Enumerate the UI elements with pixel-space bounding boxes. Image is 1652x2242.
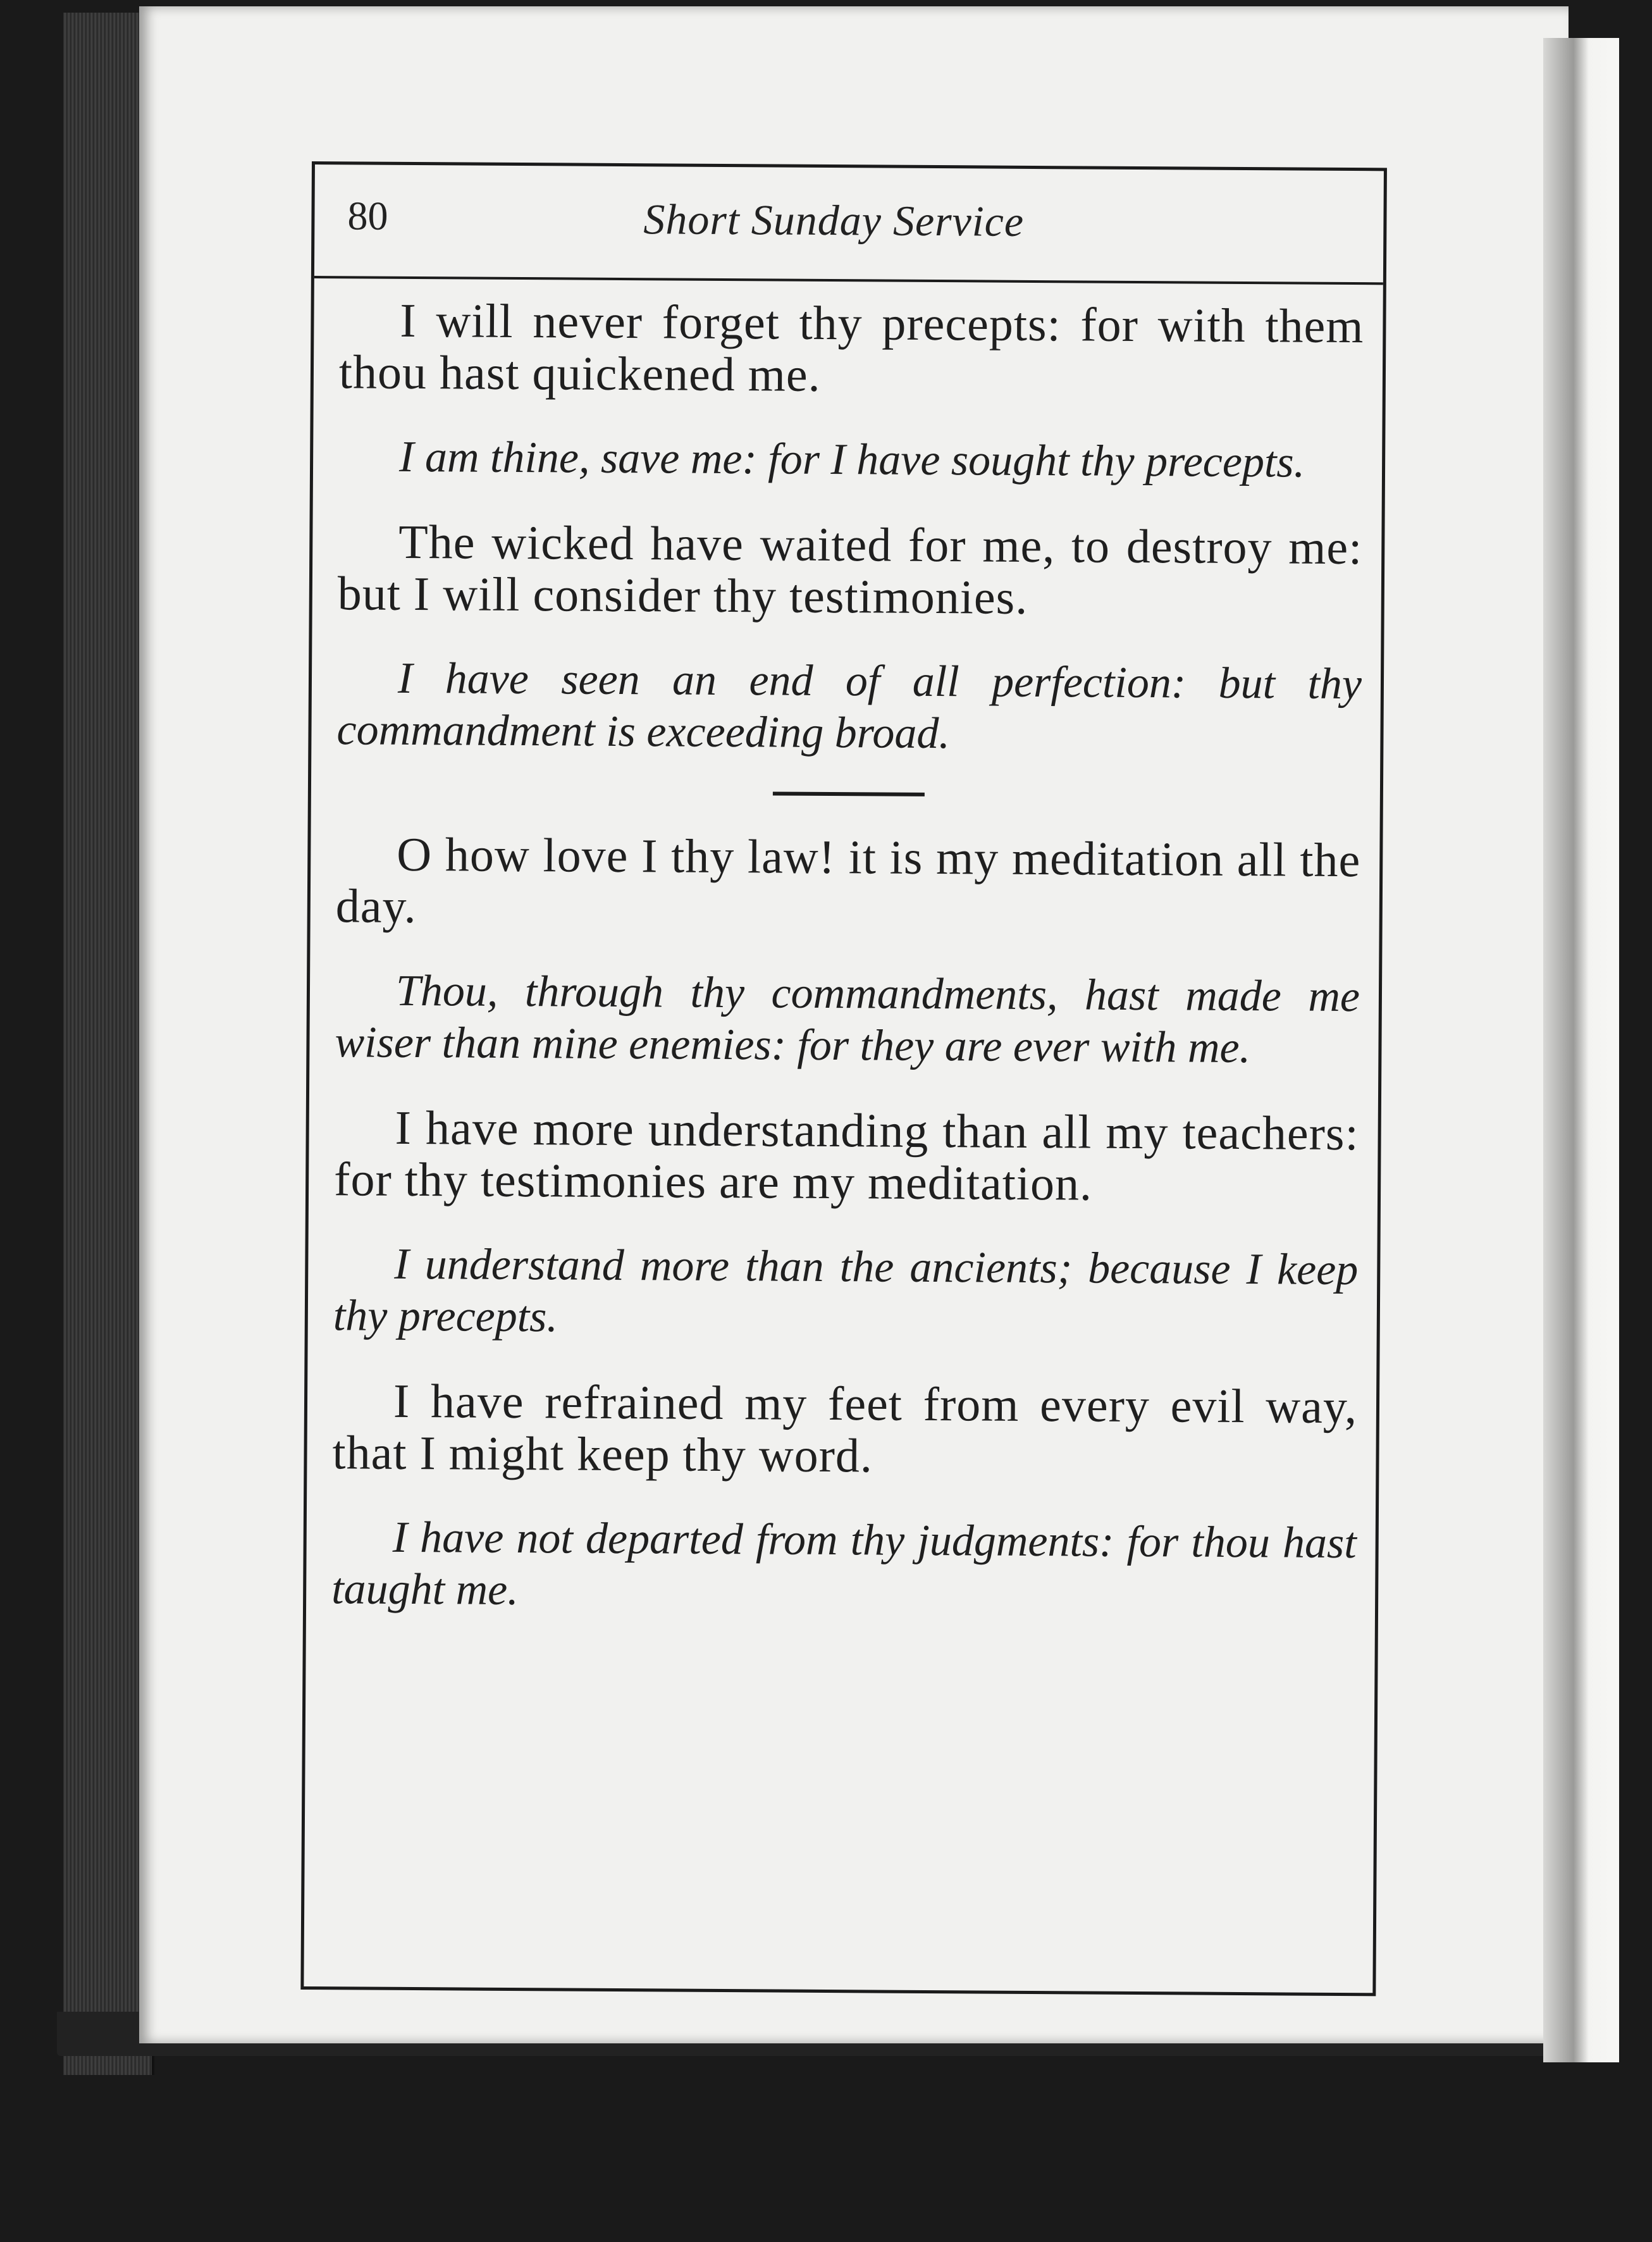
section-divider xyxy=(773,791,925,796)
verse: The wicked have waited for me, to destroy me: but I will consider thy testimonies. xyxy=(337,515,1363,624)
page-content xyxy=(331,294,1364,1654)
verse-response: I understand more than the ancients; because I keep thy precepts. xyxy=(333,1239,1359,1342)
facing-page-edge xyxy=(1543,38,1619,2062)
verse: I have more understanding than all my teachers: for thy testimonies are my meditation. xyxy=(333,1101,1359,1211)
verse: I will never forget thy precepts: for with them thou hast quickened me. xyxy=(338,294,1364,402)
verse: I have refrained my feet from every evil way, that I might keep thy word. xyxy=(332,1374,1358,1483)
verse-response: I am thine, save me: for I have sought thy precepts. xyxy=(398,432,1305,487)
running-title: Short Sunday Service xyxy=(643,195,1025,245)
verse: O how love I thy law! it is my meditation all the day. xyxy=(335,827,1361,934)
page-header xyxy=(314,164,1384,285)
verse-response: I have seen an end of all perfection: but thy commandment is exceeding broad. xyxy=(336,653,1362,759)
text-frame xyxy=(300,161,1387,1996)
verse-response: Thou, through thy commandments, hast made me wiser than mine enemies: for they are ever with me. xyxy=(335,966,1360,1073)
verse-response: I have not departed from thy judgments: for thou hast taught me. xyxy=(331,1513,1357,1615)
page-number: 80 xyxy=(347,193,388,238)
